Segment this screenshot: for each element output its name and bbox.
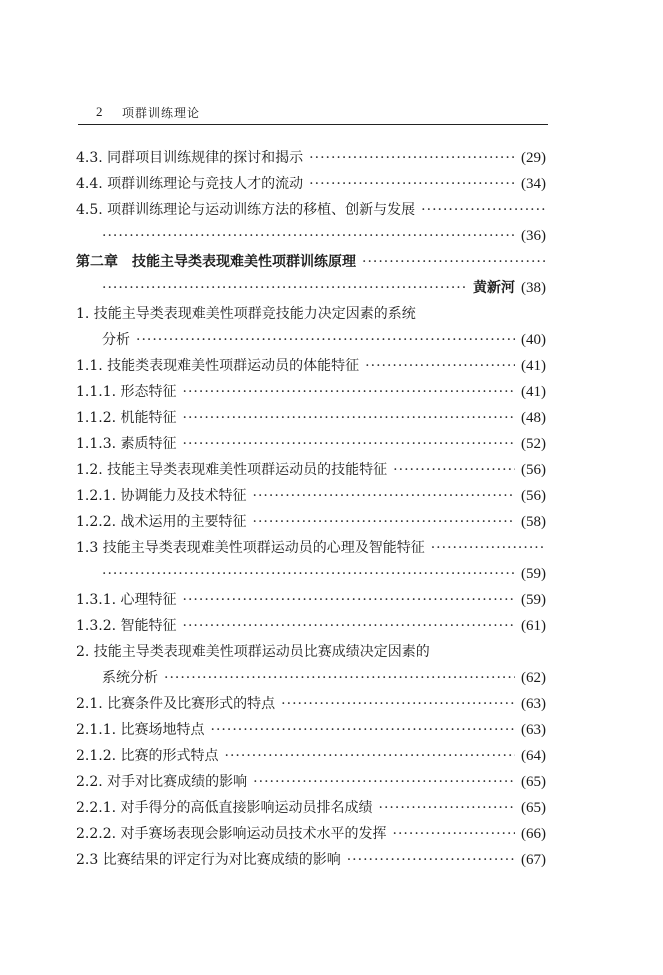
toc-entry: [76, 717, 546, 743]
leader-dots: [102, 561, 515, 587]
leader-dots: [393, 821, 515, 847]
leader-dots: [183, 587, 515, 613]
table-of-contents: [76, 145, 546, 873]
leader-dots: [309, 145, 515, 171]
leader-dots: [281, 691, 515, 717]
toc-entry: [76, 379, 546, 405]
toc-entry-page: (48): [521, 410, 546, 426]
toc-entry-page: (62): [521, 670, 546, 686]
leader-dots: [253, 769, 515, 795]
toc-entry: [76, 353, 546, 379]
toc-entry: [76, 769, 546, 795]
toc-entry: [76, 743, 546, 769]
toc-entry: [76, 145, 546, 171]
toc-entry-page: (56): [521, 488, 546, 504]
running-title: 项群训练理论: [122, 106, 201, 120]
leader-dots: [431, 535, 546, 561]
toc-entry-page: (36): [521, 228, 546, 244]
toc-entry-title: 1.2.1. 协调能力及技术特征: [76, 488, 247, 504]
toc-entry-title: 1.1.3. 素质特征: [76, 436, 177, 452]
toc-entry-title: 2.1.1. 比赛场地特点: [76, 722, 205, 738]
toc-entry-page: (34): [521, 176, 546, 192]
toc-entry-page: (67): [521, 852, 546, 868]
toc-entry: [76, 171, 546, 197]
toc-entry-title: 4.4. 项群训练理论与竞技人才的流动: [76, 176, 304, 192]
running-header: [78, 100, 548, 122]
toc-entry-title: 4.5. 项群训练理论与运动训练方法的移植、创新与发展: [76, 202, 416, 218]
toc-entry: [76, 795, 546, 821]
toc-entry: [76, 587, 546, 613]
toc-entry-continuation: [76, 223, 546, 249]
toc-entry-page: (58): [521, 514, 546, 530]
toc-entry-title: 1.3 技能主导类表现难美性项群运动员的心理及智能特征: [76, 540, 425, 556]
toc-entry: [76, 613, 546, 639]
toc-entry-page: (41): [521, 358, 546, 374]
toc-entry-title: 1.2.2. 战术运用的主要特征: [76, 514, 247, 530]
toc-entry-title: 4.3. 同群项目训练规律的探讨和揭示: [76, 150, 304, 166]
toc-entry-title: 2. 技能主导类表现难美性项群运动员比赛成绩决定因素的: [76, 644, 430, 660]
toc-entry-title: 1.1.1. 形态特征: [76, 384, 177, 400]
leader-dots: [393, 457, 515, 483]
toc-entry: [76, 639, 546, 665]
toc-entry-title: 2.2. 对手对比赛成绩的影响: [76, 774, 248, 790]
leader-dots: [225, 743, 515, 769]
toc-entry-title: 2.3 比赛结果的评定行为对比赛成绩的影响: [76, 852, 341, 868]
leader-dots: [362, 249, 546, 275]
toc-entry-page: (41): [521, 384, 546, 400]
toc-entry-title: 1.1. 技能类表现难美性项群运动员的体能特征: [76, 358, 360, 374]
toc-entry-page: (59): [521, 566, 546, 582]
chapter-author: 黄新河: [473, 280, 515, 296]
toc-entry-title: 2.1.2. 比赛的形式特点: [76, 748, 219, 764]
toc-entry: [76, 691, 546, 717]
toc-entry: [76, 301, 546, 327]
leader-dots: [183, 613, 515, 639]
leader-dots: [379, 795, 515, 821]
leader-dots: [183, 405, 515, 431]
toc-entry: [76, 821, 546, 847]
toc-entry-continuation: [76, 561, 546, 587]
toc-entry-page: (52): [521, 436, 546, 452]
toc-entry-page: (40): [521, 332, 546, 348]
toc-entry-title: 1.2. 技能主导类表现难美性项群运动员的技能特征: [76, 462, 388, 478]
toc-entry: [76, 509, 546, 535]
page-number: 2: [96, 104, 103, 119]
leader-dots: [211, 717, 515, 743]
toc-entry-page: (65): [521, 800, 546, 816]
toc-entry-page: (63): [521, 696, 546, 712]
toc-entry-page: (64): [521, 748, 546, 764]
leader-dots: [365, 353, 515, 379]
leader-dots: [253, 483, 515, 509]
toc-entry-page: (65): [521, 774, 546, 790]
toc-entry-title-cont: 系统分析: [102, 670, 158, 686]
leader-dots: [347, 847, 515, 873]
toc-entry-title: 1.3.2. 智能特征: [76, 618, 177, 634]
leader-dots: [183, 379, 515, 405]
leader-dots: [253, 509, 515, 535]
header-rule: [78, 124, 548, 125]
leader-dots: [102, 223, 515, 249]
toc-entry-title: 2.2.2. 对手赛场表现会影响运动员技术水平的发挥: [76, 826, 387, 842]
toc-entry-title: 1.1.2. 机能特征: [76, 410, 177, 426]
leader-dots: [421, 197, 546, 223]
chapter-heading: [76, 249, 546, 275]
toc-entry-page: (66): [521, 826, 546, 842]
leader-dots: [164, 665, 515, 691]
chapter-title: 第二章 技能主导类表现难美性项群训练原理: [76, 254, 356, 270]
leader-dots: [136, 327, 515, 353]
toc-entry: [76, 457, 546, 483]
toc-entry-title: 2.1. 比赛条件及比赛形式的特点: [76, 696, 276, 712]
toc-entry-page: (38): [521, 280, 546, 296]
toc-entry-page: (29): [521, 150, 546, 166]
toc-entry-continuation: [76, 327, 546, 353]
toc-entry: [76, 197, 546, 223]
toc-entry-title: 1. 技能主导类表现难美性项群竞技能力决定因素的系统: [76, 306, 416, 322]
toc-entry: [76, 847, 546, 873]
toc-entry-page: (56): [521, 462, 546, 478]
toc-entry: [76, 535, 546, 561]
toc-entry-continuation: [76, 665, 546, 691]
toc-entry-title: 1.3.1. 心理特征: [76, 592, 177, 608]
toc-entry-title-cont: 分析: [102, 332, 130, 348]
leader-dots: [183, 431, 515, 457]
toc-entry-page: (63): [521, 722, 546, 738]
leader-dots: [309, 171, 515, 197]
toc-entry-page: (59): [521, 592, 546, 608]
leader-dots: [102, 275, 467, 301]
toc-entry-page: (61): [521, 618, 546, 634]
toc-entry: [76, 483, 546, 509]
toc-entry-title: 2.2.1. 对手得分的高低直接影响运动员排名成绩: [76, 800, 373, 816]
toc-entry: [76, 405, 546, 431]
toc-entry: [76, 431, 546, 457]
chapter-heading-continuation: [76, 275, 546, 301]
